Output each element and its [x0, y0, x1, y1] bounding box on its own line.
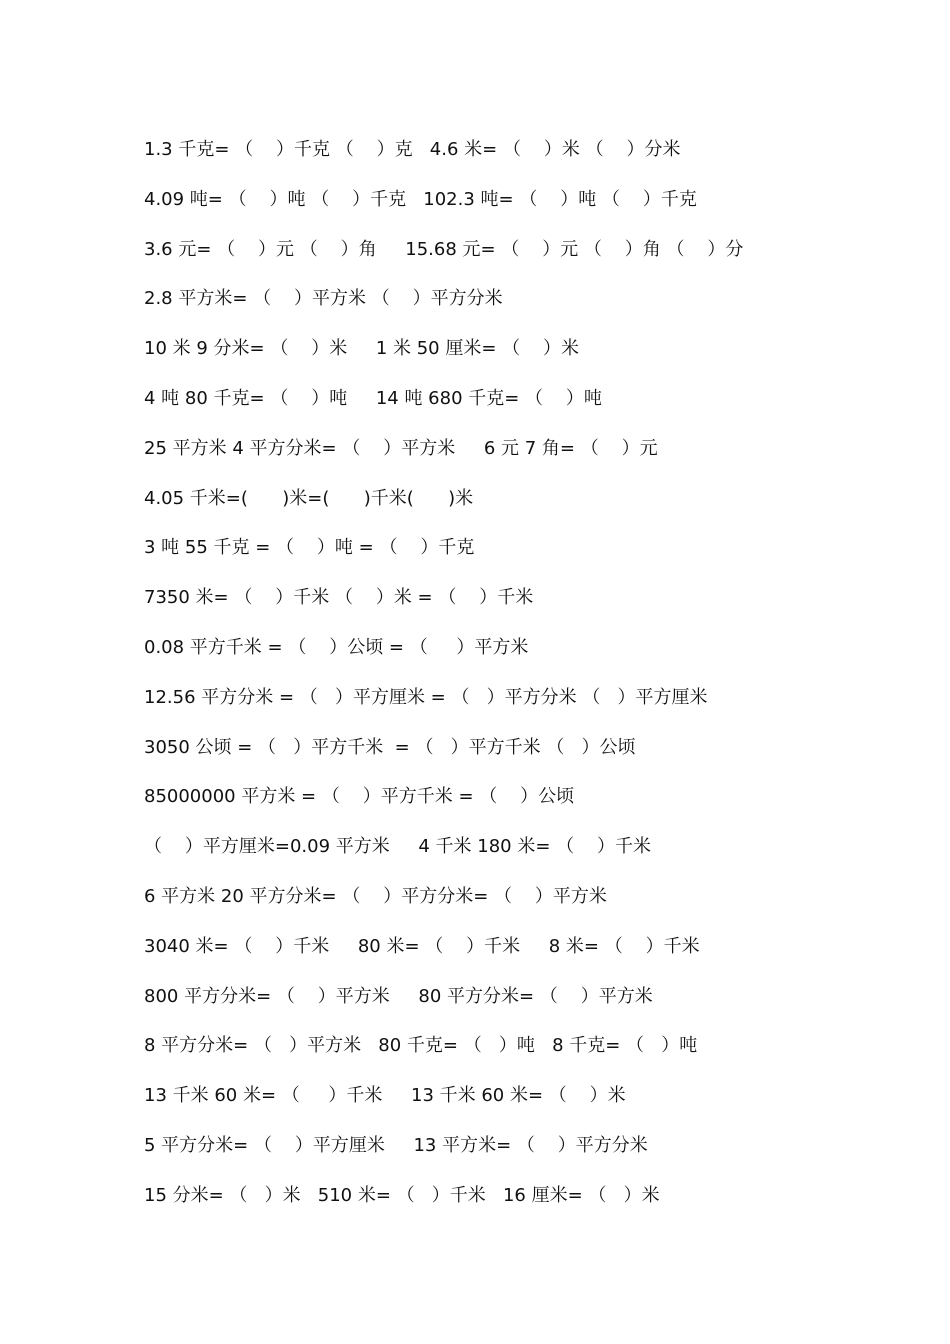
exercise-line-12: 12.56 平方分米 = （ ）平方厘米 = （ ）平方分米 （ ）平方厘米 — [144, 686, 708, 708]
exercise-line-7: 25 平方米 4 平方分米= （ ）平方米 6 元 7 角= （ ）元 — [144, 437, 658, 459]
exercise-line-17: 3040 米= （ ）千米 80 米= （ ）千米 8 米= （ ）千米 — [144, 935, 700, 957]
exercise-line-4: 2.8 平方米= （ ）平方米 （ ）平方分米 — [144, 288, 503, 310]
exercise-line-1: 1.3 千克= （ ）千克 （ ）克 4.6 米= （ ）米 （ ）分米 — [144, 139, 681, 160]
exercise-line-18: 800 平方分米= （ ）平方米 80 平方分米= （ ）平方米 — [144, 985, 653, 1007]
exercise-line-16: 6 平方米 20 平方分米= （ ）平方分米= （ ）平方米 — [144, 885, 607, 907]
exercise-line-3: 3.6 元= （ ）元 （ ）角 15.68 元= （ ）元 （ ）角 （ ）分 — [144, 238, 744, 260]
exercise-line-21: 5 平方分米= （ ）平方厘米 13 平方米= （ ）平方分米 — [144, 1134, 648, 1156]
exercise-line-2: 4.09 吨= （ ）吨 （ ）千克 102.3 吨= （ ）吨 （ ）千克 — [144, 188, 697, 210]
exercise-line-8: 4.05 千米=( )米=( )千米( )米 — [144, 487, 474, 509]
exercise-line-20: 13 千米 60 米= （ ）千米 13 千米 60 米= （ ）米 — [144, 1085, 626, 1107]
exercise-line-19: 8 平方分米= （ ）平方米 80 千克= （ ）吨 8 千克= （ ）吨 — [144, 1035, 698, 1057]
exercise-line-14: 85000000 平方米 = （ ）平方千米 = （ ）公顷 — [144, 786, 575, 808]
exercise-line-15: （ ）平方厘米=0.09 平方米 4 千米 180 米= （ ）千米 — [144, 836, 652, 858]
exercise-line-9: 3 吨 55 千克 = （ ）吨 = （ ）千克 — [144, 537, 475, 559]
exercise-line-22: 15 分米= （ ）米 510 米= （ ）千米 16 厘米= （ ）米 — [144, 1184, 660, 1206]
exercise-line-10: 7350 米= （ ）千米 （ ）米 = （ ）千米 — [144, 587, 534, 609]
exercise-line-13: 3050 公顷 = （ ）平方千米 = （ ）平方千米 （ ）公顷 — [144, 736, 636, 758]
exercise-list — [144, 136, 904, 1232]
exercise-line-6: 4 吨 80 千克= （ ）吨 14 吨 680 千克= （ ）吨 — [144, 387, 602, 409]
exercise-line-5: 10 米 9 分米= （ ）米 1 米 50 厘米= （ ）米 — [144, 338, 580, 360]
exercise-line-11: 0.08 平方千米 = （ ）公顷 = （ ）平方米 — [144, 636, 529, 658]
